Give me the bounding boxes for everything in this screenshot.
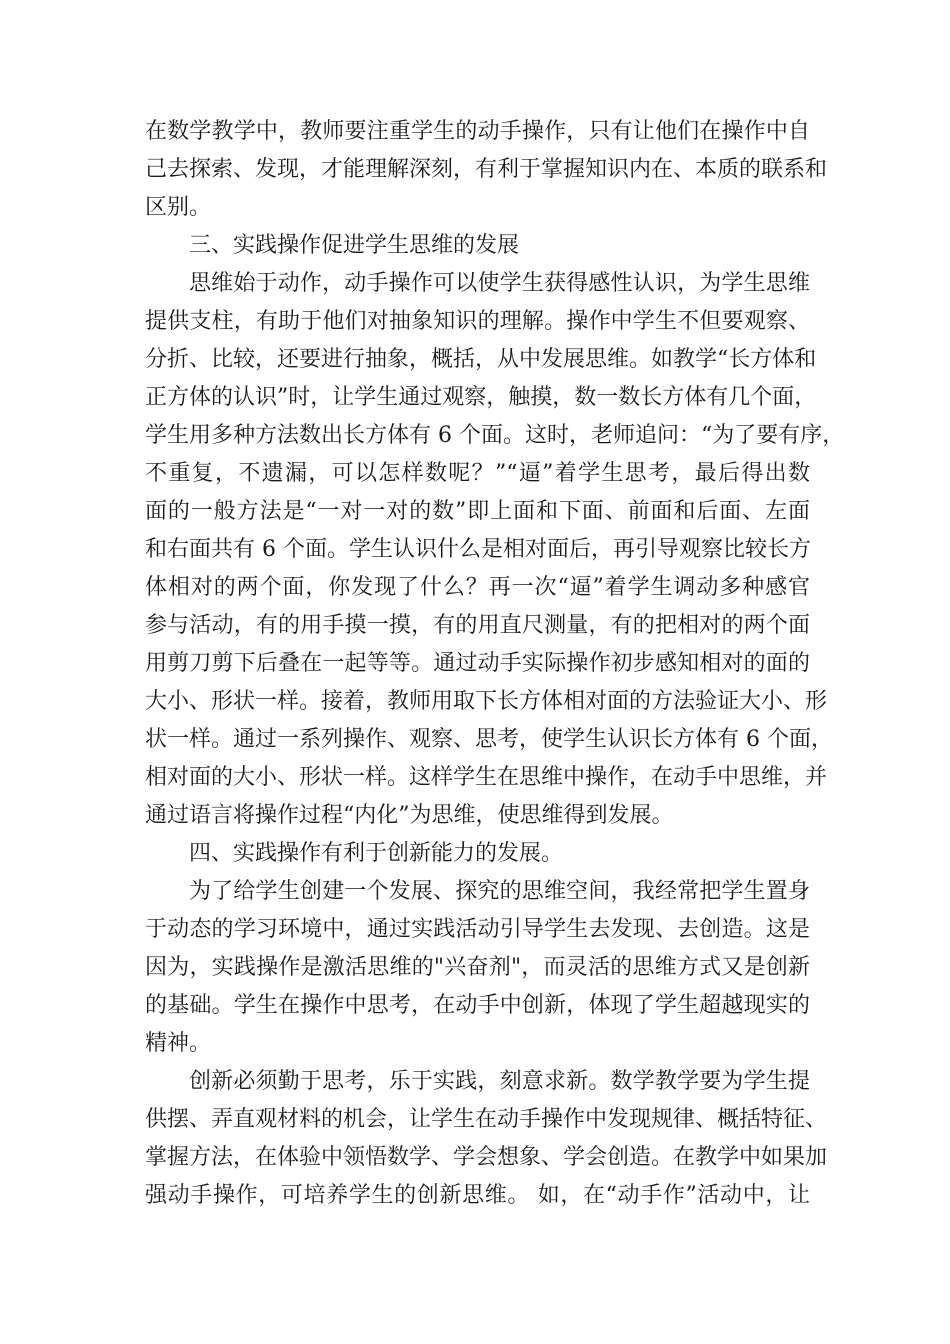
text-line: 精神。	[145, 1031, 212, 1056]
text-line: 面的一般方法是“一对一对的数”即上面和下面、前面和后面、左面	[145, 499, 810, 524]
text-line: 通过语言将操作过程“内化”为思维，使思维得到发展。	[145, 803, 674, 828]
text-line: 掌握方法，在体验中领悟数学、学会想象、学会创造。在教学中如果加	[145, 1145, 828, 1170]
text-line: 创新必须勤于思考，乐于实践，刻意求新。数学教学要为学生提	[189, 1069, 810, 1094]
text-line: 区别。	[145, 195, 212, 220]
text-line: 己去探索、发现，才能理解深刻，有利于掌握知识内在、本质的联系和	[145, 157, 828, 182]
text-line: 和右面共有 6 个面。学生认识什么是相对面后，再引导观察比较长方	[145, 537, 811, 562]
section-heading: 三、实践操作促进学生思维的发展	[189, 233, 520, 258]
text-line: 思维始于动作，动手操作可以使学生获得感性认识，为学生思维	[189, 271, 810, 296]
text-line: 体相对的两个面，你发现了什么？再一次“逼”着学生调动多种感官	[145, 575, 810, 600]
text-line: 提供支柱，有助于他们对抽象知识的理解。操作中学生不但要观察、	[145, 309, 810, 334]
text-line: 正方体的认识”时，让学生通过观察，触摸，数一数长方体有几个面，	[145, 385, 817, 410]
section-heading: 四、实践操作有利于创新能力的发展。	[189, 841, 564, 866]
text-line: 于动态的学习环境中，通过实践活动引导学生去发现、去创造。这是	[145, 917, 810, 942]
text-line: 学生用多种方法数出长方体有 6 个面。这时，老师追问：“为了要有序，	[145, 423, 845, 448]
body-text	[145, 113, 845, 1215]
text-line: 为了给学生创建一个发展、探究的思维空间，我经常把学生置身	[189, 879, 810, 904]
text-line: 供摆、弄直观材料的机会，让学生在动手操作中发现规律、概括特征、	[145, 1107, 828, 1132]
text-line: 参与活动，有的用手摸一摸，有的用直尺测量，有的把相对的两个面	[145, 613, 810, 638]
text-line: 状一样。通过一系列操作、观察、思考，使学生认识长方体有 6 个面，	[145, 727, 833, 752]
text-line: 因为，实践操作是激活思维的"兴奋剂"，而灵活的思维方式又是创新	[145, 955, 810, 980]
text-line: 在数学教学中，教师要注重学生的动手操作，只有让他们在操作中自	[145, 119, 810, 144]
text-line: 分折、比较，还要进行抽象，概括，从中发展思维。如教学“长方体和	[145, 347, 817, 372]
text-line: 强动手操作，可培养学生的创新思维。 如，在“动手作”活动中，让	[145, 1183, 810, 1208]
text-line: 用剪刀剪下后叠在一起等等。通过动手实际操作初步感知相对的面的	[145, 651, 810, 676]
text-line: 不重复，不遗漏，可以怎样数呢？”“逼”着学生思考，最后得出数	[145, 461, 810, 486]
text-line: 相对面的大小、形状一样。这样学生在思维中操作，在动手中思维，并	[145, 765, 828, 790]
text-line: 的基础。学生在操作中思考，在动手中创新，体现了学生超越现实的	[145, 993, 810, 1018]
text-line: 大小、形状一样。接着，教师用取下长方体相对面的方法验证大小、形	[145, 689, 828, 714]
